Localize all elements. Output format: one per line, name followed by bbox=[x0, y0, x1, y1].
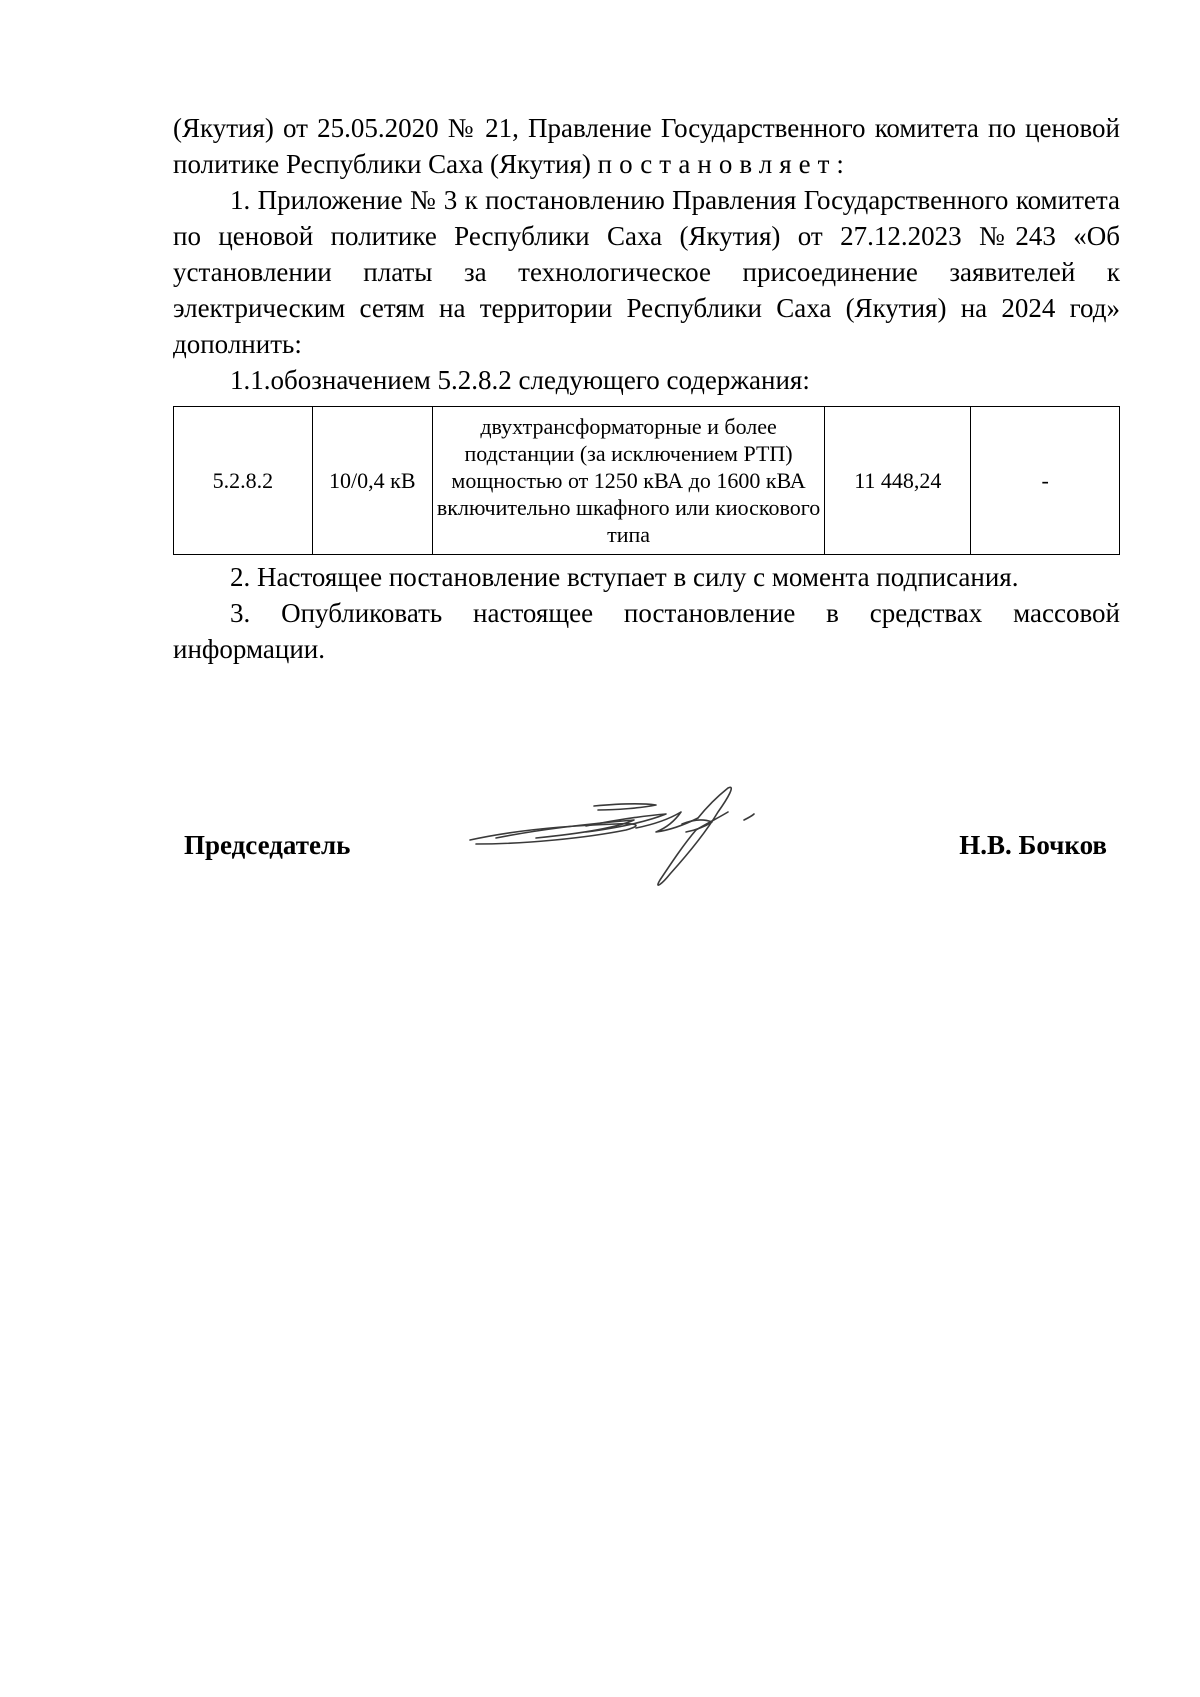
cell-voltage: 10/0,4 кВ bbox=[312, 407, 432, 555]
item-1-paragraph: 1. Приложение № 3 к постановлению Правления Государственного комитета по ценовой политике Республики Саха (Якутия) от 27.12.2023 №243 «Об установлении платы за технологическое присоединение заявителей к электрическим сетям на территории Республики Саха (Якутия) на 2024 год» дополнить: bbox=[173, 185, 1120, 359]
document-body bbox=[173, 110, 1120, 667]
cell-extra: - bbox=[971, 407, 1120, 555]
signatory-title: Председатель bbox=[184, 830, 351, 860]
cell-value: 11 448,24 bbox=[825, 407, 971, 555]
table-row bbox=[174, 407, 1120, 555]
item-1-1-paragraph: 1.1.обозначением 5.2.8.2 следующего содержания: bbox=[230, 365, 810, 395]
cell-description: двухтрансформаторные и более подстанции (за исключением РТП) мощностью от 1250 кВА до 1600 кВА включительно шкафного или киоскового типа bbox=[432, 407, 825, 555]
item-3-paragraph: 3. Опубликовать настоящее постановление в средствах массовой информации. bbox=[173, 598, 1120, 664]
item-2-paragraph: 2. Настоящее постановление вступает в силу с момента подписания. bbox=[230, 562, 1019, 592]
signatory-name: Н.В. Бочков bbox=[959, 830, 1107, 860]
resolution-keyword: постановляет: bbox=[597, 149, 851, 179]
intro-text: (Якутия) от 25.05.2020 № 21, Правление Государственного комитета по ценовой политике Республики Саха (Якутия) bbox=[173, 113, 1120, 179]
cell-code: 5.2.8.2 bbox=[174, 407, 313, 555]
tariff-table bbox=[173, 406, 1120, 555]
signature-block bbox=[0, 770, 1200, 910]
handwritten-signature bbox=[466, 778, 796, 898]
intro-paragraph bbox=[173, 110, 1120, 182]
